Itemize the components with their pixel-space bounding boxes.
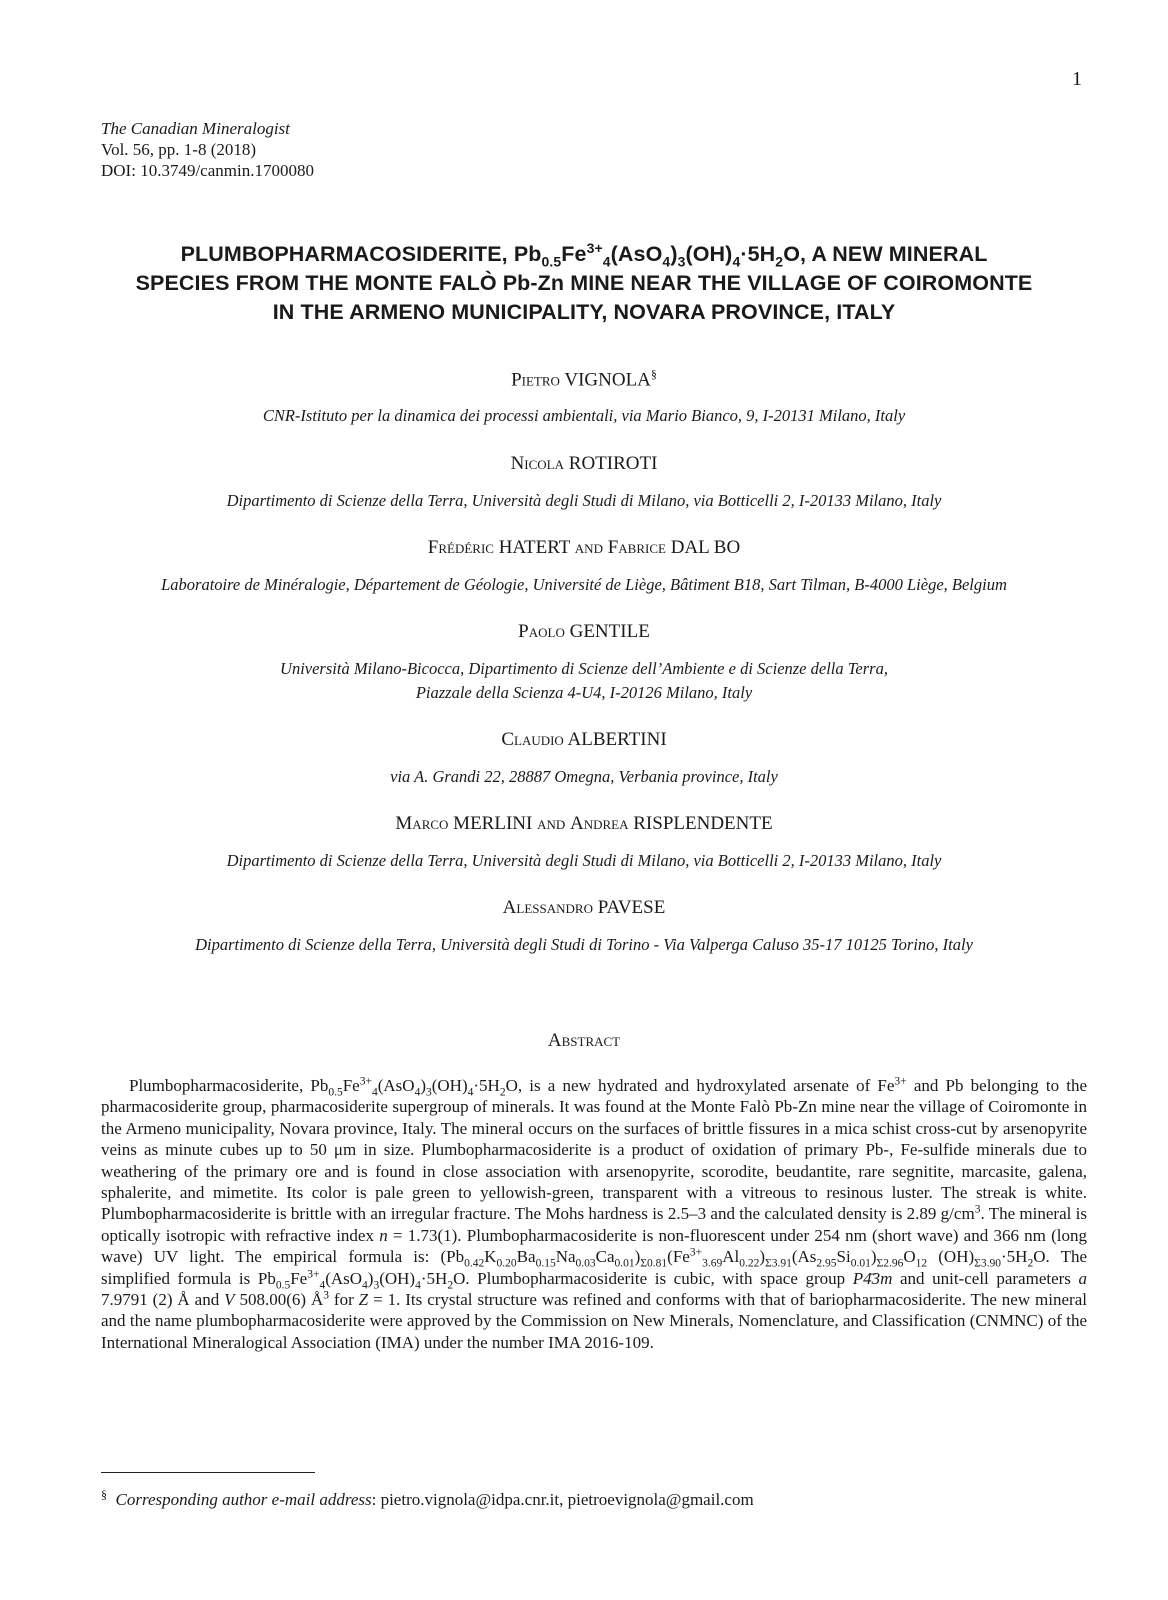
affiliation-merlini-risplendente: Dipartimento di Scienze della Terra, Università degli Studi di Milano, via Botticelli 2, I-20133 Milano, Italy xyxy=(226,851,942,871)
affiliation-pavese: Dipartimento di Scienze della Terra, Università degli Studi di Torino - Via Valperga Caluso 35-17 10125 Torino, Italy xyxy=(195,935,973,955)
affiliation-albertini: via A. Grandi 22, 28887 Omegna, Verbania province, Italy xyxy=(390,767,778,787)
affiliation-gentile-address: Piazzale della Scienza 4-U4, I-20126 Milano, Italy xyxy=(415,683,753,703)
footnote-divider xyxy=(101,1472,315,1473)
author-list xyxy=(80,362,1088,955)
author-gentile: Paolo GENTILE xyxy=(518,621,650,643)
author-pavese: Alessandro PAVESE xyxy=(502,897,666,919)
journal-doi: DOI: 10.3749/canmin.1700080 xyxy=(101,161,314,180)
page-number: 1 xyxy=(1072,68,1082,90)
author-rotiroti: Nicola ROTIROTI xyxy=(510,453,658,475)
author-vignola: Pietro VIGNOLA§ xyxy=(511,367,657,391)
footnote-label: Corresponding author e-mail address xyxy=(115,1490,372,1509)
title-line-1: PLUMBOPHARMACOSIDERITE, $Pb_{0.5}Fe^{3+}_4(AsO_4)_3(OH)_4\cdot 5H_2O$, A NEW MINERAL xyxy=(180,239,988,270)
journal-name: The Canadian Mineralogist xyxy=(101,119,290,138)
footnote-emails: : pietro.vignola@idpa.cnr.it, pietroevignola@gmail.com xyxy=(371,1490,754,1509)
abstract-body: Plumbopharmacosiderite, $Pb_{0.5}Fe^{3+}_4(AsO_4)_3(OH)_4\cdot 5H_2O$, is a new hydrated and hydroxylated arsenate of $Fe^{3+}$ and Pb belonging to the pharmacosiderite group, pharmacosiderite supergroup of minerals. It was found at the Monte Falò Pb-Zn mine near the village of Coiromonte in the Armeno municipality, Novara province, Italy. The mineral occurs on the surfaces of brittle fissures in a mica schist cross-cut by arsenopyrite veins as minute cubes up to 50 μm in size. Plumbopharmacosiderite is a product of oxidation of primary Pb-, Fe-sulfide minerals due to weathering of the primary ore and is found in close association with arsenopyrite, scorodite, beudantite, rare segnitite, marcasite, galena, sphalerite, and mimetite. Its color is pale green to yellowish-green, transparent with a vitreous to resinous luster. The streak is white. Plumbopharmacosiderite is brittle with an irregular fracture. The Mohs hardness is 2.5–3 and the calculated density is 2.89 $g/cm^3$. The mineral is optically isotropic with refractive index n = 1.73(1). Plumbopharmacosiderite is non-fluorescent under 254 nm (short wave) and 366 nm (long wave) UV light. The empirical formula is: $(Pb_{0.42}K_{0.20}Ba_{0.15}Na_{0.03}Ca_{0.01})_{\Sigma 0.81}(Fe^{3+}_{3.69}Al_{0.22})_{\Sigma 3.91}(As_{2.95}Si_{0.01})_{\Sigma 2.96}O_{12}$ $(OH)_{\Sigma 3.90}\cdot 5H_2O$. The simplified formula is $Pb_{0.5}Fe^{3+}_4(AsO_4)_3(OH)_4\cdot 5H_2O$. Plumbopharmacosiderite is cubic, with space group P4̄3m and unit-cell parameters a 7.9791 (2) Å and V 508.00(6) $Å^3$ for Z = 1. Its crystal structure was refined and conforms with that of bariopharmacosiderite. The new mineral and the name plumbopharmacosiderite were approved by the Commission on New Minerals, Nomenclature, and Classification (CNMNC) of the International Mineralogical Association (IMA) under the number IMA 2016-109. xyxy=(101,1075,1088,1352)
affiliation-gentile: Università Milano-Bicocca, Dipartimento di Scienze dell’Ambiente e di Scienze della Terra, xyxy=(280,659,888,679)
footnote-mark: § xyxy=(101,1487,107,1502)
journal-info xyxy=(101,118,314,181)
paper-title xyxy=(80,240,1088,327)
affiliation-hatert-dalbo: Laboratoire de Minéralogie, Département de Géologie, Université de Liège, Bâtiment B18, Sart Tilman, B-4000 Liège, Belgium xyxy=(161,575,1007,595)
title-line-2: SPECIES FROM THE MONTE FALÒ Pb-Zn MINE NEAR THE VILLAGE OF COIROMONTE xyxy=(135,271,1033,295)
footnote xyxy=(101,1487,754,1510)
author-merlini-risplendente: Marco MERLINI and Andrea RISPLENDENTE xyxy=(395,813,773,835)
abstract-heading: Abstract xyxy=(547,1030,621,1051)
journal-volume: Vol. 56, pp. 1-8 (2018) xyxy=(101,140,257,159)
title-line-3: IN THE ARMENO MUNICIPALITY, NOVARA PROVINCE, ITALY xyxy=(272,300,896,324)
affiliation-vignola: CNR-Istituto per la dinamica dei processi ambientali, via Mario Bianco, 9, I-20131 Milano, Italy xyxy=(262,406,906,426)
affiliation-rotiroti: Dipartimento di Scienze della Terra, Università degli Studi di Milano, via Botticelli 2, I-20133 Milano, Italy xyxy=(226,491,942,511)
author-hatert-dalbo: Frédéric HATERT and Fabrice DAL BO xyxy=(427,537,741,559)
author-albertini: Claudio ALBERTINI xyxy=(501,729,667,751)
